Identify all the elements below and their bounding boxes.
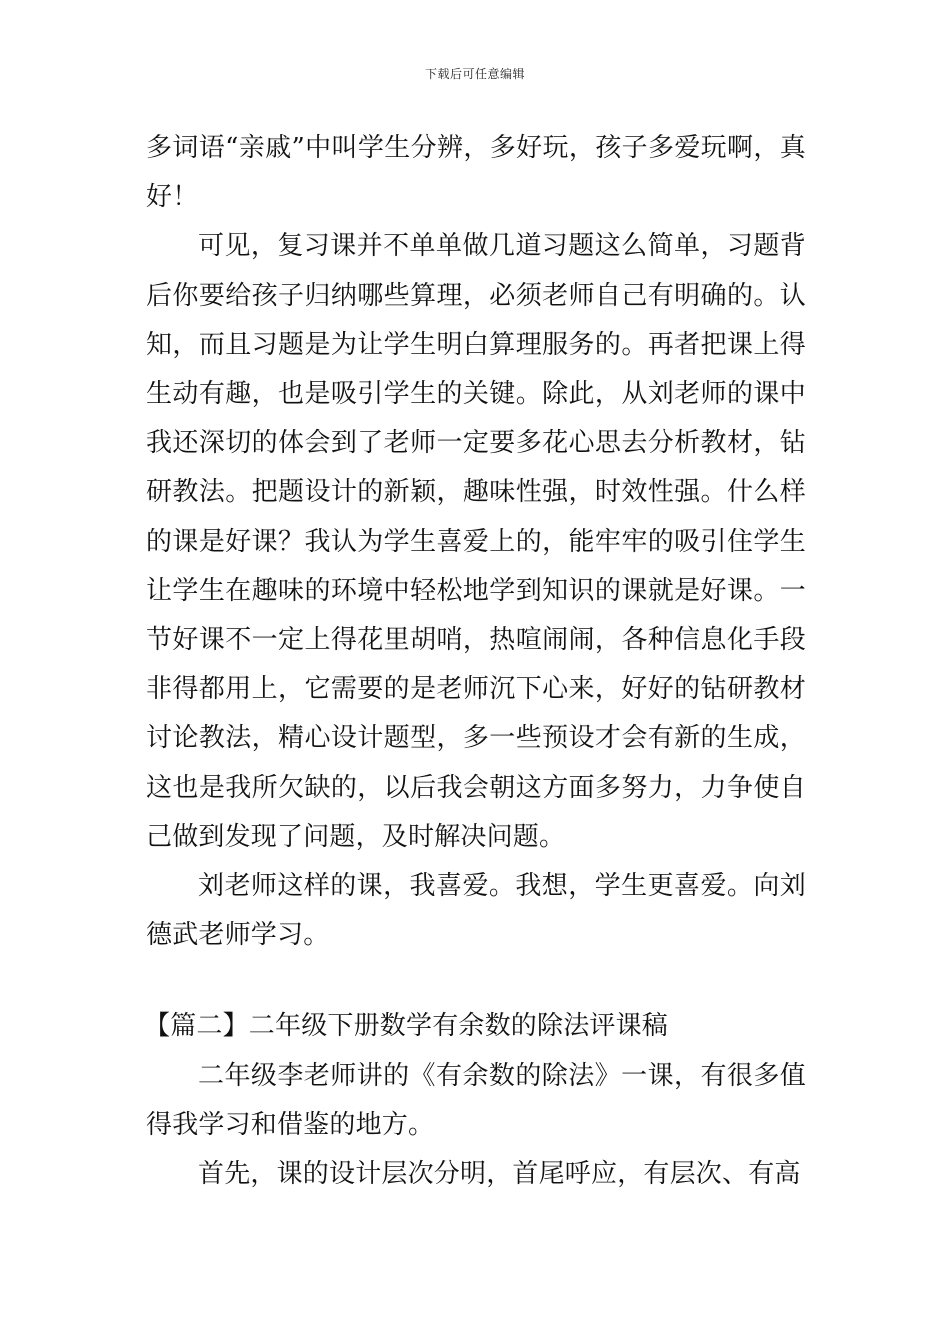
paragraph-closing: 刘老师这样的课，我喜爱。我想，学生更喜爱。向刘德武老师学习。 [146, 871, 806, 951]
paragraph-intro: 二年级李老师讲的《有余数的除法》一课，有很多值得我学习和借鉴的地方。 [146, 1060, 806, 1140]
paragraph-continuation: 多词语“亲戚”中叫学生分辨，多好玩，孩子多爱玩啊，真好！ [146, 133, 806, 213]
paragraph-first-point: 首先，课的设计层次分明，首尾呼应，有层次、有高 [198, 1159, 801, 1190]
section-title: 【篇二】二年级下册数学有余数的除法评课稿 [144, 1011, 669, 1042]
page-header: 下载后可任意编辑 [424, 67, 525, 81]
section-spacer [146, 960, 806, 1002]
document-body [146, 124, 806, 1199]
paragraph-review-lesson: 可见，复习课并不单单做几道习题这么简单，习题背后你要给孩子归纳哪些算理，必须老师自己有明确的。认知，而且习题是为让学生明白算理服务的。再者把课上得生动有趣，也是吸引学生的关键。除此，从刘老师的课中我还深切的体会到了老师一定要多花心思去分析教材，钻研教法。把题设计的新颖，趣味性强，时效性强。什么样的课是好课？我认为学生喜爱上的，能牢牢的吸引住学生让学生在趣味的环境中轻松地学到知识的课就是好课。一节好课不一定上得花里胡哨，热喧闹闹，各种信息化手段非得都用上，它需要的是老师沉下心来，好好的钻研教材讨论教法，精心设计题型，多一些预设才会有新的生成，这也是我所欠缺的，以后我会朝这方面多努力，力争使自己做到发现了问题，及时解决问题。 [146, 231, 806, 852]
